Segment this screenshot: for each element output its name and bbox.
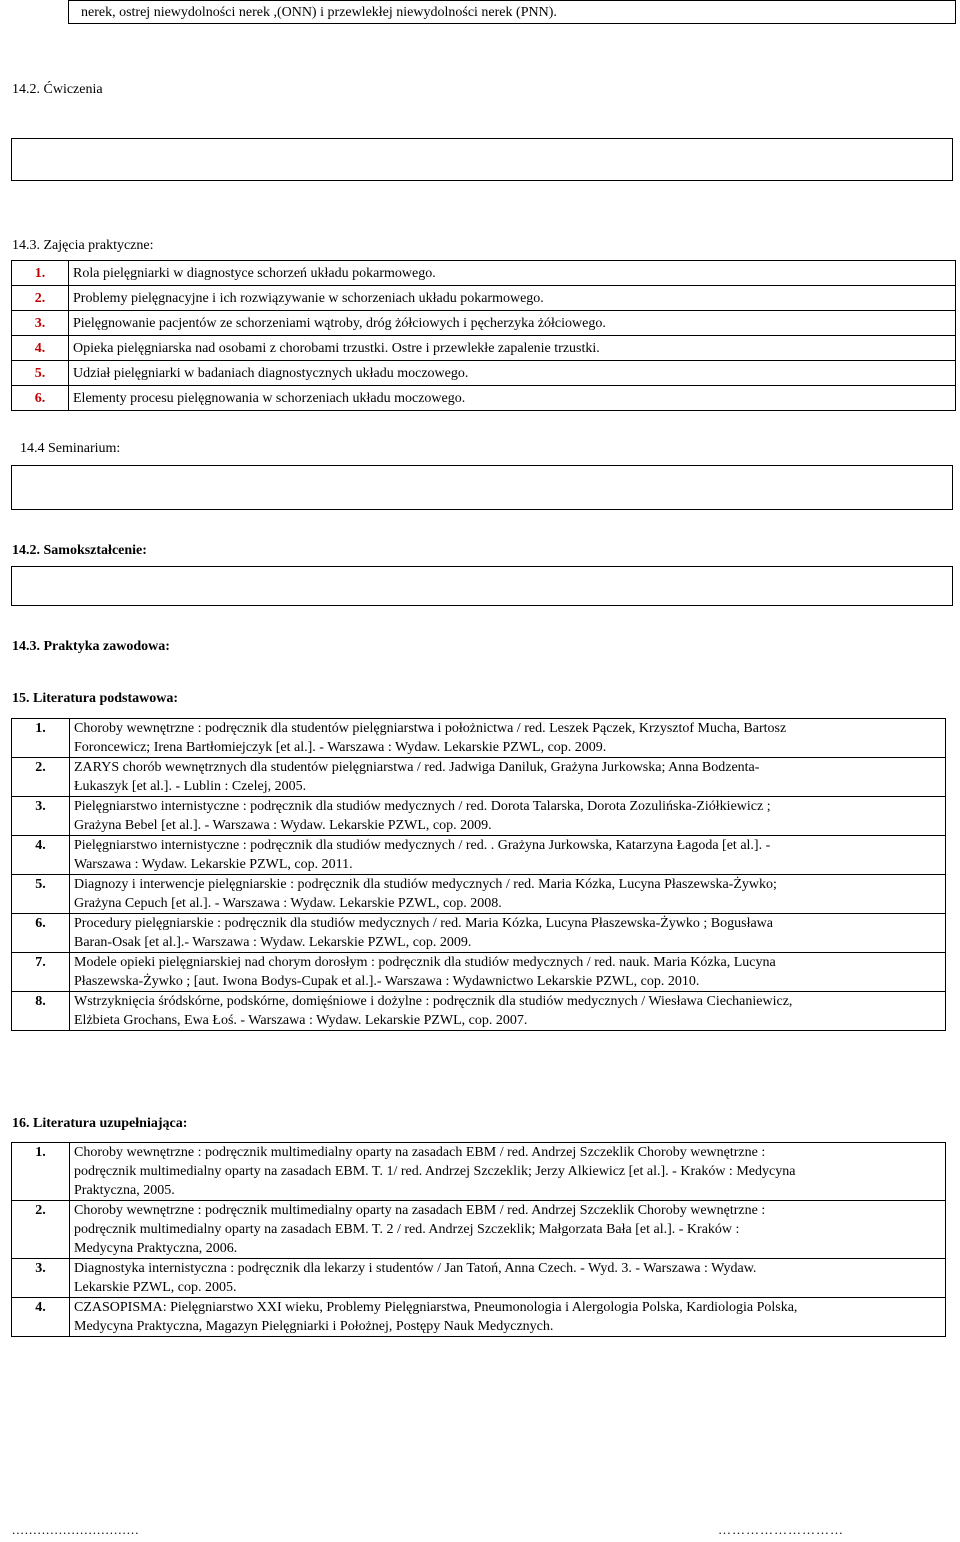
supplementary-literature-row xyxy=(12,1201,946,1259)
basic-literature-row xyxy=(12,797,946,836)
basic-literature-row-line: Procedury pielęgniarskie : podręcznik dla studiów medycznych / red. Maria Kózka, Lucyna Płaszewska-Żywko ; Bogusława xyxy=(74,916,774,931)
basic-literature-row-text xyxy=(70,992,946,1031)
practical-row xyxy=(12,286,956,311)
supplementary-literature-heading: 16. Literatura uzupełniająca: xyxy=(12,1116,188,1131)
basic-literature-row-line: Choroby wewnętrzne : podręcznik dla studentów pielęgniarstwa i położnictwa / red. Leszek Pączek, Krzysztof Mucha, Bartosz xyxy=(74,721,787,736)
supplementary-literature-row-line: Choroby wewnętrzne : podręcznik multimedialny oparty na zasadach EBM / red. Andrzej Szczeklik Choroby wewnętrzne : xyxy=(74,1203,766,1218)
seminar-heading: 14.4 Seminarium: xyxy=(20,441,121,456)
self-study-box xyxy=(11,566,953,606)
basic-literature-row-line: Łukaszyk [et al.]. - Lublin : Czelej, 2005. xyxy=(74,779,307,794)
practical-row-text: Rola pielęgniarki w diagnostyce schorzeń układu pokarmowego. xyxy=(69,261,956,286)
basic-literature-row-line: Warszawa : Wydaw. Lekarskie PZWL, cop. 2011. xyxy=(74,857,353,872)
basic-literature-row-text xyxy=(70,797,946,836)
supplementary-literature-row-line: Diagnostyka internistyczna : podręcznik dla lekarzy i studentów / Jan Tatoń, Anna Czech. - Wyd. 3. - Warszawa : Wydaw. xyxy=(74,1261,757,1276)
basic-literature-row xyxy=(12,875,946,914)
practical-row-number: 2. xyxy=(12,286,69,311)
basic-literature-row-line: ZARYS chorób wewnętrznych dla studentów pielęgniarstwa / red. Jadwiga Daniluk, Grażyna Jurkowska; Anna Bodzenta- xyxy=(74,760,760,775)
basic-literature-row-number: 6. xyxy=(12,914,70,953)
basic-literature-row-number: 8. xyxy=(12,992,70,1031)
supplementary-literature-row-line: CZASOPISMA: Pielęgniarstwo XXI wieku, Problemy Pielęgniarstwa, Pneumonologia i Alergologia Polska, Kardiologia Polska, xyxy=(74,1300,798,1315)
basic-literature-row xyxy=(12,836,946,875)
supplementary-literature-row-number: 1. xyxy=(12,1143,70,1201)
practical-row-text: Opieka pielęgniarska nad osobami z chorobami trzustki. Ostre i przewlekłe zapalenie trzustki. xyxy=(69,336,956,361)
basic-literature-row-number: 4. xyxy=(12,836,70,875)
basic-literature-row-line: Baran-Osak [et al.].- Warszawa : Wydaw. Lekarskie PZWL, cop. 2009. xyxy=(74,935,472,950)
basic-literature-row xyxy=(12,992,946,1031)
basic-literature-row-line: Foroncewicz; Irena Bartłomiejczyk [et al.]. - Warszawa : Wydaw. Lekarskie PZWL, cop. 2009. xyxy=(74,740,607,755)
supplementary-literature-row-line: podręcznik multimedialny oparty na zasadach EBM. T. 1/ red. Andrzej Szczeklik; Jerzy Alkiewicz [et al.]. - Kraków : Medycyna xyxy=(74,1164,796,1179)
practical-row-text: Pielęgnowanie pacjentów ze schorzeniami wątroby, dróg żółciowych i pęcherzyka żółciowego. xyxy=(69,311,956,336)
supplementary-literature-row-line: podręcznik multimedialny oparty na zasadach EBM. T. 2 / red. Andrzej Szczeklik; Małgorzata Bała [et al.]. - Kraków : xyxy=(74,1222,740,1237)
basic-literature-row-line: Pielęgniarstwo internistyczne : podręcznik dla studiów medycznych / red. Dorota Talarska, Dorota Zozulińska-Ziółkiewicz ; xyxy=(74,799,771,814)
top-text-box xyxy=(68,0,956,24)
practical-list xyxy=(11,260,956,411)
practical-row xyxy=(12,336,956,361)
supplementary-literature-row-text xyxy=(70,1298,946,1337)
basic-literature-row-line: Wstrzyknięcia śródskórne, podskórne, domięśniowe i dożylne : podręcznik dla studiów medycznych / Wiesława Ciechaniewicz, xyxy=(74,994,793,1009)
basic-literature-row xyxy=(12,953,946,992)
practical-row xyxy=(12,261,956,286)
basic-literature-row-text xyxy=(70,719,946,758)
top-text: nerek, ostrej niewydolności nerek ,(ONN) i przewlekłej niewydolności nerek (PNN). xyxy=(81,5,557,20)
supplementary-literature-row-number: 3. xyxy=(12,1259,70,1298)
supplementary-literature-row-line: Praktyczna, 2005. xyxy=(74,1183,175,1198)
internship-heading: 14.3. Praktyka zawodowa: xyxy=(12,639,170,654)
basic-literature-row-text xyxy=(70,914,946,953)
supplementary-literature-row-number: 4. xyxy=(12,1298,70,1337)
supplementary-literature-row xyxy=(12,1259,946,1298)
basic-literature-row-number: 3. xyxy=(12,797,70,836)
self-study-heading: 14.2. Samokształcenie: xyxy=(12,543,147,558)
basic-literature-row-line: Modele opieki pielęgniarskiej nad chorym dorosłym : podręcznik dla studiów medycznych / red. nauk. Maria Kózka, Lucyna xyxy=(74,955,776,970)
practical-row-number: 6. xyxy=(12,386,69,411)
practical-row xyxy=(12,361,956,386)
practical-row xyxy=(12,311,956,336)
basic-literature-row-line: Płaszewska-Żywko ; [aut. Iwona Bodys-Cupak et al.].- Warszawa : Wydawnictwo Lekarskie PZWL, cop. 2010. xyxy=(74,974,700,989)
practical-row xyxy=(12,386,956,411)
practical-row-text: Udział pielęgniarki w badaniach diagnostycznych układu moczowego. xyxy=(69,361,956,386)
supplementary-literature-row-line: Choroby wewnętrzne : podręcznik multimedialny oparty na zasadach EBM / red. Andrzej Szczeklik Choroby wewnętrzne : xyxy=(74,1145,766,1160)
basic-literature-row-line: Diagnozy i interwencje pielęgniarskie : podręcznik dla studiów medycznych / red. Maria Kózka, Lucyna Płaszewska-Żywko; xyxy=(74,877,777,892)
exercises-heading: 14.2. Ćwiczenia xyxy=(12,82,103,97)
practical-row-number: 3. xyxy=(12,311,69,336)
basic-literature-row xyxy=(12,719,946,758)
supplementary-literature-row-line: Lekarskie PZWL, cop. 2005. xyxy=(74,1280,237,1295)
practical-heading: 14.3. Zajęcia praktyczne: xyxy=(12,238,154,253)
supplementary-literature-row-text xyxy=(70,1143,946,1201)
basic-literature-row-number: 5. xyxy=(12,875,70,914)
practical-row-text: Elementy procesu pielęgnowania w schorzeniach układu moczowego. xyxy=(69,386,956,411)
supplementary-literature-list xyxy=(11,1142,946,1337)
supplementary-literature-row xyxy=(12,1298,946,1337)
basic-literature-row-line: Pielęgniarstwo internistyczne : podręcznik dla studiów medycznych / red. . Grażyna Jurkowska, Katarzyna Łagoda [et al.]. - xyxy=(74,838,771,853)
basic-literature-heading: 15. Literatura podstawowa: xyxy=(12,691,179,706)
supplementary-literature-row-line: Medycyna Praktyczna, 2006. xyxy=(74,1241,238,1256)
basic-literature-row-number: 1. xyxy=(12,719,70,758)
basic-literature-row-text xyxy=(70,953,946,992)
supplementary-literature-row xyxy=(12,1143,946,1201)
basic-literature-row xyxy=(12,914,946,953)
basic-literature-row xyxy=(12,758,946,797)
seminar-box xyxy=(11,465,953,510)
signature-left: .............................. xyxy=(12,1522,140,1537)
supplementary-literature-row-text xyxy=(70,1201,946,1259)
basic-literature-row-number: 7. xyxy=(12,953,70,992)
practical-row-number: 5. xyxy=(12,361,69,386)
practical-row-number: 4. xyxy=(12,336,69,361)
practical-row-number: 1. xyxy=(12,261,69,286)
practical-row-text: Problemy pielęgnacyjne i ich rozwiązywanie w schorzeniach układu pokarmowego. xyxy=(69,286,956,311)
signature-right: ……………………… xyxy=(718,1522,844,1537)
basic-literature-row-line: Elżbieta Grochans, Ewa Łoś. - Warszawa : Wydaw. Lekarskie PZWL, cop. 2007. xyxy=(74,1013,528,1028)
supplementary-literature-row-line: Medycyna Praktyczna, Magazyn Pielęgniarki i Położnej, Postępy Nauk Medycznych. xyxy=(74,1319,554,1334)
basic-literature-row-text xyxy=(70,875,946,914)
supplementary-literature-row-number: 2. xyxy=(12,1201,70,1259)
basic-literature-row-line: Grażyna Cepuch [et al.]. - Warszawa : Wydaw. Lekarskie PZWL, cop. 2008. xyxy=(74,896,502,911)
basic-literature-row-text xyxy=(70,758,946,797)
basic-literature-row-text xyxy=(70,836,946,875)
basic-literature-row-line: Grażyna Bebel [et al.]. - Warszawa : Wydaw. Lekarskie PZWL, cop. 2009. xyxy=(74,818,492,833)
basic-literature-row-number: 2. xyxy=(12,758,70,797)
exercises-box xyxy=(11,138,953,181)
supplementary-literature-row-text xyxy=(70,1259,946,1298)
basic-literature-list xyxy=(11,718,946,1031)
